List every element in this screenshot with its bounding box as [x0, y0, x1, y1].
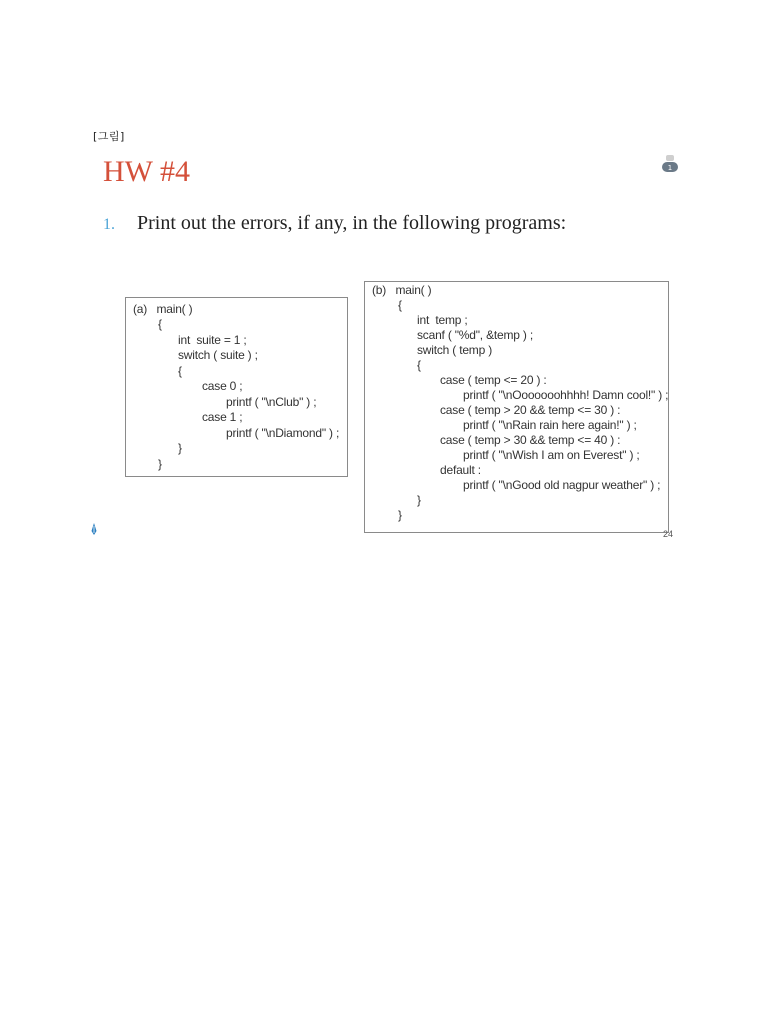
code-line: printf ( "\nRain rain here again!" ) ; — [463, 418, 637, 432]
code-line: case ( temp <= 20 ) : — [440, 373, 547, 387]
code-line: { — [158, 317, 162, 331]
code-line: { — [398, 298, 402, 312]
code-line: default : — [440, 463, 481, 477]
code-line: printf ( "\nClub" ) ; — [226, 395, 317, 409]
code-line: } — [178, 441, 182, 455]
code-line: } — [158, 457, 162, 471]
page-number: 24 — [663, 529, 674, 539]
code-line: case 1 ; — [202, 410, 243, 424]
program-b-box — [364, 281, 669, 533]
code-line: printf ( "\nDiamond" ) ; — [226, 426, 340, 440]
code-line: scanf ( "%d", &temp ) ; — [417, 328, 533, 342]
page-label: [그림] — [93, 130, 125, 143]
code-line: } — [417, 493, 421, 507]
code-line: int suite = 1 ; — [178, 333, 247, 347]
question — [103, 210, 566, 238]
code-line: switch ( suite ) ; — [178, 348, 258, 362]
code-line: { — [417, 358, 421, 372]
code-line: printf ( "\nOoooooohhhh! Damn cool!" ) ; — [463, 388, 669, 402]
code-line: (a) main( ) — [133, 302, 193, 316]
badge-icon — [661, 154, 679, 174]
pen-icon — [90, 522, 98, 536]
code-line: (b) main( ) — [372, 283, 432, 297]
code-line: int temp ; — [417, 313, 468, 327]
code-line: { — [178, 364, 182, 378]
code-line: } — [398, 508, 402, 522]
program-a-box — [125, 297, 348, 477]
code-line: printf ( "\nWish I am on Everest" ) ; — [463, 448, 640, 462]
code-line: switch ( temp ) — [417, 343, 493, 357]
code-line: case 0 ; — [202, 379, 243, 393]
slide-title: HW #4 — [103, 155, 190, 188]
question-text: Print out the errors, if any, in the following programs: — [137, 212, 567, 234]
question-number: 1. — [103, 216, 115, 233]
code-line: printf ( "\nGood old nagpur weather" ) ; — [463, 478, 661, 492]
code-line: case ( temp > 20 && temp <= 30 ) : — [440, 403, 621, 417]
code-line: case ( temp > 30 && temp <= 40 ) : — [440, 433, 621, 447]
svg-text:1: 1 — [667, 164, 673, 172]
